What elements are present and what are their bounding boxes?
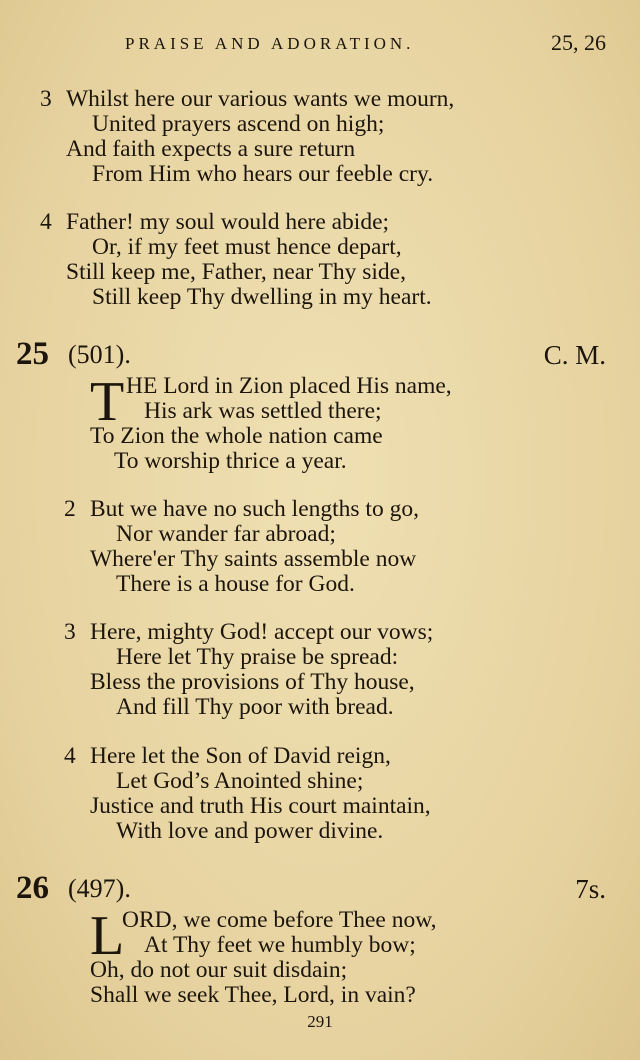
stanza-number: 3 — [64, 619, 76, 645]
verse-line: Where'er Thy saints assemble now — [90, 546, 417, 572]
verse-line: Shall we seek Thee, Lord, in vain? — [90, 982, 416, 1008]
verse-line: From Him who hears our feeble cry. — [92, 161, 434, 187]
running-title: PRAISE AND ADORATION. — [125, 34, 415, 53]
verse-line: With love and power divine. — [116, 818, 384, 844]
page-number: 291 — [307, 1012, 333, 1031]
verse-line: And fill Thy poor with bread. — [116, 694, 394, 720]
verse-line: Here let Thy praise be spread: — [116, 644, 399, 670]
verse-line: Here, mighty God! accept our vows; — [90, 619, 434, 645]
verse-line: And faith expects a sure return — [66, 136, 356, 162]
hymn-range: 25, 26 — [551, 30, 606, 55]
verse-line: United prayers ascend on high; — [92, 111, 385, 137]
hymn-26-heading — [0, 870, 640, 910]
hymn-meter: 7s. — [575, 874, 606, 904]
verse-line: Father! my soul would here abide; — [66, 209, 390, 235]
stanza-number: 3 — [40, 86, 52, 112]
hymn-alt-number: (501). — [68, 340, 131, 369]
verse-line: To Zion the whole nation came — [90, 423, 383, 449]
verse-line: Still keep Thy dwelling in my heart. — [92, 284, 432, 310]
drop-cap: L — [90, 905, 125, 967]
verse-line: Bless the provisions of Thy house, — [90, 669, 415, 695]
stanza-number: 4 — [64, 743, 76, 769]
stanza-number: 4 — [40, 209, 52, 235]
hymn-number: 25 — [16, 336, 49, 372]
verse-line: At Thy feet we humbly bow; — [144, 932, 416, 958]
verse-line: To worship thrice a year. — [114, 448, 347, 474]
verse-line: Here let the Son of David reign, — [90, 743, 391, 769]
hymn-number: 26 — [16, 870, 49, 906]
verse-line: HE Lord in Zion placed His name, — [126, 373, 452, 399]
verse-line: His ark was settled there; — [144, 398, 382, 424]
verse-line: Justice and truth His court maintain, — [90, 793, 431, 819]
page-header — [0, 30, 640, 60]
verse-line: Nor wander far abroad; — [116, 521, 336, 547]
hymn-meter: C. M. — [543, 340, 606, 370]
verse-line: But we have no such lengths to go, — [90, 496, 419, 522]
verse-line: Oh, do not our suit disdain; — [90, 957, 348, 983]
verse-line: Still keep me, Father, near Thy side, — [66, 259, 406, 285]
hymn-alt-number: (497). — [68, 874, 131, 903]
hymn-25-heading — [0, 336, 640, 376]
verse-line: There is a house for God. — [116, 571, 355, 597]
verse-line: Let God’s Anointed shine; — [116, 768, 364, 794]
drop-cap: T — [90, 371, 125, 433]
verse-line: ORD, we come before Thee now, — [122, 907, 437, 933]
stanza-number: 2 — [64, 496, 76, 522]
verse-line: Or, if my feet must hence depart, — [92, 234, 402, 260]
verse-line: Whilst here our various wants we mourn, — [66, 86, 455, 112]
